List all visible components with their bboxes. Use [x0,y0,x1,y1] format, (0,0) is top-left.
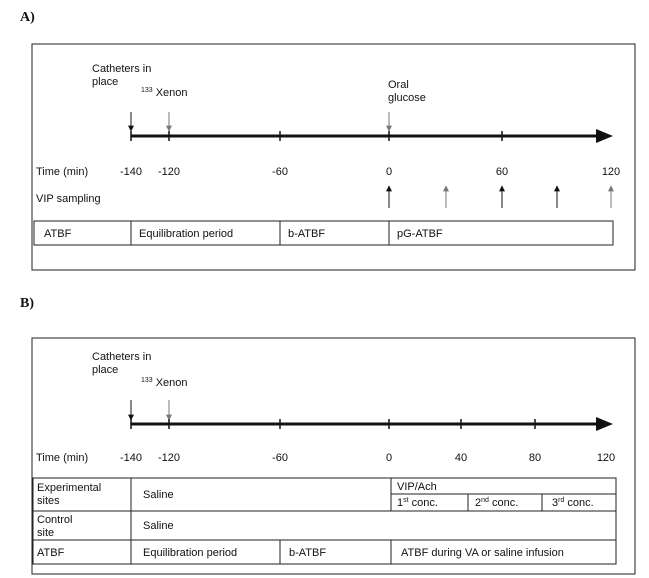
tick-label-a: 120 [601,166,621,178]
tick-label-a: -60 [272,166,288,178]
conc-1-word: conc. [408,497,438,509]
tick-label-a: 0 [385,166,393,178]
tick-label-a: -140 [119,166,143,178]
exp-saline: Saline [143,489,174,501]
tick-label-a: -120 [157,166,181,178]
conc-3-word: conc. [564,497,594,509]
tick-label-b: 0 [385,452,393,464]
xenon-label-a [141,87,188,99]
phase-atbf-infusion: ATBF during VA or saline infusion [401,547,564,559]
tick-label-b: -120 [157,452,181,464]
catheters-label-line1-b: Catheters in [92,351,152,363]
vip-sampling-label: VIP sampling [36,193,101,205]
phase-equilibration-a: Equilibration period [139,228,234,240]
conc-2-num: 2 [475,497,482,509]
time-label-a: Time (min) [36,166,89,178]
phase-b-atbf-b: b-ATBF [289,547,327,559]
phase-pg-atbf: pG-ATBF [397,228,443,240]
conc-3-label [552,497,594,509]
conc-1-label [397,497,438,509]
vip-ach-label: VIP/Ach [397,481,437,493]
panel-a-frame [32,44,635,270]
phase-b-atbf-a: b-ATBF [288,228,326,240]
exp-sites-line2: sites [37,495,60,507]
conc-3-sup: rd [558,497,565,504]
phase-equilibration-b: Equilibration period [143,547,238,559]
oral-label-line1: Oral [388,79,409,91]
conc-2-word: conc. [488,497,519,509]
tick-label-b: 40 [454,452,468,464]
tick-label-b: 80 [528,452,542,464]
conc-2-label [475,497,518,509]
panel-b-label: B) [20,296,34,311]
xenon-sup-b: 133 [141,377,153,384]
xenon-sup-a: 133 [141,87,153,94]
catheters-label-line1-a: Catheters in [92,63,152,75]
phase-atbf-a: ATBF [44,228,72,240]
conc-2-sup: nd [481,497,489,504]
xenon-text-b: Xenon [155,377,188,389]
oral-label-line2: glucose [388,92,426,104]
conc-1-sup: st [403,497,409,504]
xenon-label-b [141,377,188,389]
xenon-text-a: Xenon [155,87,188,99]
timeline-arrowhead-a [596,129,613,143]
tick-label-b: 120 [596,452,616,464]
control-saline: Saline [143,520,174,532]
catheters-label-line2-a: place [92,76,119,88]
phase-atbf-b: ATBF [37,547,65,559]
tick-label-a: 60 [495,166,509,178]
conc-1-num: 1 [397,497,404,509]
tick-label-b: -60 [272,452,288,464]
exp-sites-line1: Experimental [37,482,102,494]
control-site-line2: site [37,527,55,539]
timeline-arrowhead-b [596,417,613,431]
catheters-label-line2-b: place [92,364,119,376]
panel-a-label: A) [20,10,35,25]
control-site-line1: Control [37,514,73,526]
conc-3-num: 3 [552,497,559,509]
tick-label-b: -140 [119,452,143,464]
time-label-b: Time (min) [36,452,89,464]
